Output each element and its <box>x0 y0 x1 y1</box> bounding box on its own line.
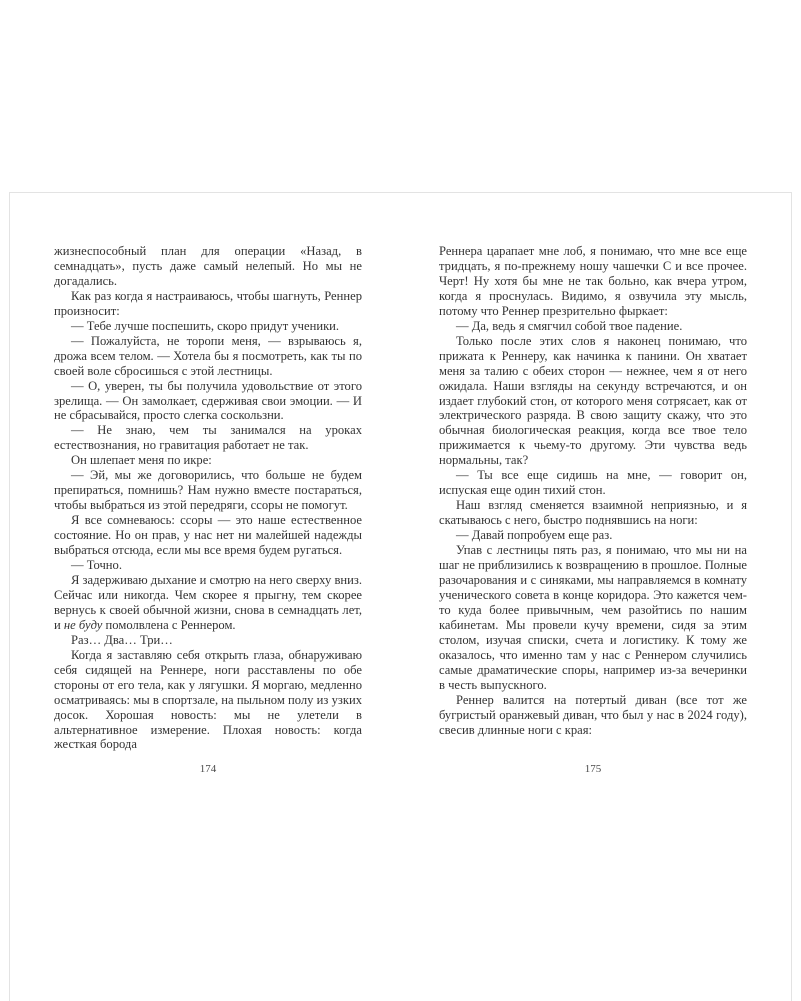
paragraph: Когда я заставляю себя открыть глаза, обнаруживаю себя сидящей на Реннере, ноги расставлены по обе стороны от его тела, как у лягушки. Я моргаю, медленно осматриваясь: мы в спортзале, на пыльном полу из узких досок. Хорошая новость: мы не улетели в альтернативное измерение. Плохая новость: когда жесткая борода <box>54 647 362 752</box>
paragraph: Реннер валится на потертый диван (все тот же бугристый оранжевый диван, что был у нас в 2024 году), свесив длинные ноги с края: <box>439 692 747 737</box>
paragraph: Я задерживаю дыхание и смотрю на него сверху вниз. Сейчас или никогда. Чем скорее я прыгну, тем скорее вернусь к своей обычной жизни, снова в семнадцать лет, и не буду помолвлена с Реннером. <box>54 572 362 632</box>
page-left-text <box>54 244 362 752</box>
paragraph: — Да, ведь я смягчил собой твое падение. <box>456 318 683 333</box>
page-number-right: 175 <box>584 763 602 775</box>
paragraph: Раз… Два… Три… <box>71 632 173 647</box>
paragraph: Он шлепает меня по икре: <box>71 453 212 468</box>
paragraph: — Не знаю, чем ты занимался на уроках естествознания, но гравитация работает не так. <box>54 423 362 453</box>
paragraph: — Давай попробуем еще раз. <box>456 528 613 543</box>
paragraph: Я все сомневаюсь: ссоры — это наше естественное состояние. Но он прав, у нас нет ни малейшей надежды выбраться отсюда, если мы все время будем ругаться. <box>54 513 362 558</box>
page-number-left: 174 <box>199 763 217 775</box>
paragraph: — Эй, мы же договорились, что больше не будем препираться, помнишь? Нам нужно вместе постараться, чтобы выбраться из этой передряги, ссоры не помогут. <box>54 468 362 513</box>
page-right-text <box>439 244 747 737</box>
paragraph: — Точно. <box>71 558 122 573</box>
paragraph: — Ты все еще сидишь на мне, — говорит он, испуская еще один тихий стон. <box>439 468 747 498</box>
paragraph: Как раз когда я настраиваюсь, чтобы шагнуть, Реннер произносит: <box>54 288 362 318</box>
paragraph: Только после этих слов я наконец понимаю, что прижата к Реннеру, как начинка к панини. Он хватает меня за талию с обеих сторон — нежнее, чем я от него ожидала. Наши взгляды на секунду встречаются, и он издает глубокий стон, от которого меня сотрясает, как от электрического разряда. В свою защиту скажу, что это обычная биологическая реакция, когда все твое тело прижимается к чьему-то другому. Эти чувства ведь нормальны, так? <box>439 333 747 468</box>
paragraph: жизнеспособный план для операции «Назад, в семнадцать», пусть даже самый нелепый. Но мы не догадались. <box>54 244 362 288</box>
paragraph: Упав с лестницы пять раз, я понимаю, что мы ни на шаг не приблизились к возвращению в прошлое. Полные разочарования и с синяками, мы направляемся в комнату ученического совета в конце коридора. Это кажется чем-то куда более привычным, чем разойтись по нашим кабинетам. Мы провели кучу времени, сидя за этим столом, изучая списки, счета и логистику. К тому же оказалось, что именно там у нас с Реннером случились самые драматические споры, например из-за вечеринки в честь выпускного. <box>439 543 747 692</box>
paragraph: — Пожалуйста, не торопи меня, — взрываюсь я, дрожа всем телом. — Хотела бы я посмотреть, как ты по своей воле сбросишься с этой лестницы. <box>54 333 362 378</box>
paragraph: — О, уверен, ты бы получила удовольствие от этого зрелища. — Он замолкает, сдерживая свои эмоции. — И не сбрасывайся, просто слегка соскользни. <box>54 378 362 423</box>
paragraph: Реннера царапает мне лоб, я понимаю, что мне все еще тридцать, я по-прежнему ношу чашечки С и все прочее. Черт! Ну хотя бы мне не так больно, как вчера утром, когда я проснулась. Видимо, я озвучила эту мысль, потому что Реннер презрительно фыркает: <box>439 244 747 318</box>
paragraph: — Тебе лучше поспешить, скоро придут ученики. <box>71 318 340 333</box>
paragraph: Наш взгляд сменяется взаимной неприязнью, и я скатываюсь с него, быстро поднявшись на ноги: <box>439 498 747 528</box>
